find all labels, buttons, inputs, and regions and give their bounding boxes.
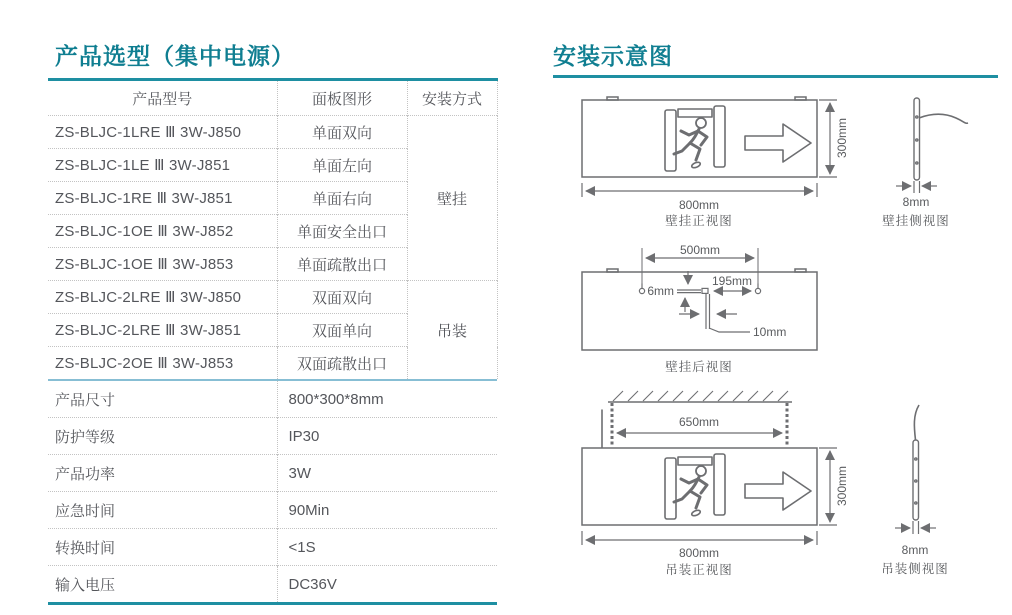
spec-value: IP30 — [277, 418, 497, 455]
spec-label: 输入电压 — [48, 566, 277, 604]
spec-value: <1S — [277, 529, 497, 566]
spec-value: 90Min — [277, 492, 497, 529]
panel-type: 单面右向 — [277, 182, 407, 215]
spec-row — [48, 418, 497, 455]
spec-row — [48, 492, 497, 529]
model-number: ZS-BLJC-1OE Ⅲ 3W-J852 — [48, 215, 277, 248]
mount-type-wall: 壁挂 — [407, 116, 497, 281]
ceiling-front-height-label: 300mm — [835, 465, 849, 507]
product-model-table — [48, 78, 498, 379]
wall-side-caption: 壁挂侧视图 — [882, 214, 950, 228]
installation-diagram-title: 安装示意图 — [553, 43, 673, 69]
wall-side-view-diagram — [896, 98, 968, 193]
spec-label: 产品功率 — [48, 455, 277, 492]
panel-type: 单面左向 — [277, 149, 407, 182]
installation-diagrams — [553, 85, 1012, 610]
model-number: ZS-BLJC-2LRE Ⅲ 3W-J850 — [48, 281, 277, 314]
wall-front-caption: 壁挂正视图 — [665, 214, 733, 228]
ceiling-side-thickness-label: 8mm — [901, 543, 929, 557]
title-underline — [553, 75, 998, 78]
spec-label: 转换时间 — [48, 529, 277, 566]
panel-type: 单面安全出口 — [277, 215, 407, 248]
product-selection-title: 产品选型（集中电源） — [55, 43, 295, 69]
installation-diagram-svg — [553, 85, 1012, 610]
wall-rear-caption: 壁挂后视图 — [665, 360, 733, 374]
wall-front-height-label: 300mm — [835, 117, 849, 159]
spec-label: 产品尺寸 — [48, 380, 277, 418]
spec-row — [48, 566, 497, 604]
hanger-span-label: 650mm — [678, 415, 720, 429]
panel-type: 单面双向 — [277, 116, 407, 149]
model-number: ZS-BLJC-2LRE Ⅲ 3W-J851 — [48, 314, 277, 347]
spec-row — [48, 455, 497, 492]
rear-slot-label: 10mm — [753, 325, 787, 339]
spec-value: 3W — [277, 455, 497, 492]
spec-value: 800*300*8mm — [288, 390, 384, 408]
spec-value: DC36V — [277, 566, 497, 604]
ceiling-side-view-diagram — [895, 405, 936, 534]
ceiling-front-caption: 吊装正视图 — [665, 563, 733, 577]
product-tables — [48, 78, 497, 605]
spec-label: 应急时间 — [48, 492, 277, 529]
col-header-model: 产品型号 — [48, 80, 277, 116]
col-header-panel: 面板图形 — [277, 80, 407, 116]
spec-label: 防护等级 — [48, 418, 277, 455]
mount-type-ceiling: 吊装 — [407, 281, 497, 380]
model-number: ZS-BLJC-1RE Ⅲ 3W-J851 — [48, 182, 277, 215]
product-spec-table — [48, 379, 497, 605]
panel-type: 单面疏散出口 — [277, 248, 407, 281]
wall-front-view-diagram — [582, 97, 837, 197]
rear-span-label: 500mm — [679, 243, 721, 257]
panel-type: 双面双向 — [277, 281, 407, 314]
model-number: ZS-BLJC-1LE Ⅲ 3W-J851 — [48, 149, 277, 182]
table-row — [48, 281, 497, 314]
ceiling-side-caption: 吊装侧视图 — [881, 562, 949, 576]
panel-type: 双面疏散出口 — [277, 347, 407, 380]
rear-gap-label: 6mm — [647, 284, 674, 298]
model-number: ZS-BLJC-2OE Ⅲ 3W-J853 — [48, 347, 277, 380]
model-number: ZS-BLJC-1LRE Ⅲ 3W-J850 — [48, 116, 277, 149]
ceiling-hatch — [613, 391, 788, 401]
spec-row — [48, 380, 497, 418]
model-number: ZS-BLJC-1OE Ⅲ 3W-J853 — [48, 248, 277, 281]
panel-type: 双面单向 — [277, 314, 407, 347]
ceiling-front-width-label: 800mm — [678, 546, 720, 560]
table-header-row — [48, 80, 497, 116]
wall-side-thickness-label: 8mm — [902, 195, 930, 209]
col-header-mount: 安装方式 — [407, 80, 497, 116]
rear-offset-label: 195mm — [711, 274, 753, 288]
wall-front-width-label: 800mm — [678, 198, 720, 212]
spec-row — [48, 529, 497, 566]
table-row — [48, 116, 497, 149]
